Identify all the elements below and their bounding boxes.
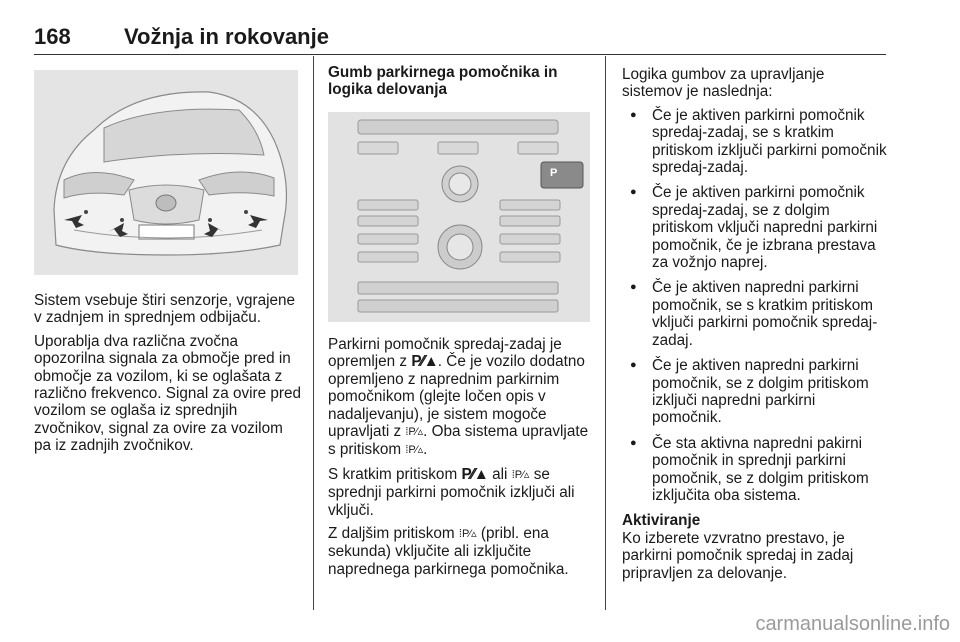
page-number: 168 <box>34 24 71 49</box>
advanced-parking-icon: ⁞P⁄▵ <box>405 426 424 439</box>
column-3-text <box>622 66 888 588</box>
paragraph: Logika gumbov za upravljanje sistemov je naslednja: <box>622 66 825 101</box>
column-divider <box>313 56 314 610</box>
car-sensors-figure <box>34 70 298 275</box>
paragraph: Sistem vsebuje štiri senzorje, vgrajene v zadnjem in sprednjem odbijaču. <box>34 292 296 327</box>
section-heading: Gumb parkirnega pomočnika in logika delovanja <box>328 64 558 99</box>
page-title: Vožnja in rokovanje <box>124 24 329 49</box>
car-front-illustration <box>34 70 298 275</box>
parking-assist-button-label: P <box>550 167 558 179</box>
watermark: carmanualsonline.info <box>755 613 950 635</box>
section-heading: Aktiviranje <box>622 512 701 530</box>
console-buttons-illustration <box>328 112 590 322</box>
paragraph: Uporablja dva različna zvočna opozorilna signala za območje pred in območje za vozilom, ki se oglašata z različno frekvenco. Signal za ovire pred vozilom se oglaša iz sprednjih zvočnikov, signal za ovire za vozilom pa iz zadnjih zvočnikov. <box>34 332 301 455</box>
list-item: ● Če je aktiven napredni parkirni pomočnik, se z dolgim pritiskom izključi napredni parkirni pomočnik. <box>622 357 888 427</box>
parking-assist-icon: P⁄⁄▲ <box>461 465 488 483</box>
center-console-figure <box>328 112 590 322</box>
list-item: ● Če je aktiven parkirni pomočnik spredaj-zadaj, se s kratkim pritiskom izključi parkirni pomočnik spredaj-zadaj. <box>622 107 888 177</box>
list-item: ● Če je aktiven napredni parkirni pomočnik, se s kratkim pritiskom vključi parkirni pomočnik spredaj-zadaj. <box>622 279 888 349</box>
paragraph: Parkirni pomočnik spredaj-zadaj je opremljen z P⁄⁄▲. Če je vozilo dodatno opremljeno z naprednim parkirnim pomočnikom (glejte ločen opis v nadaljevanju), je sistem mogoče upravljati z ⁞P⁄▵. Oba sistema upravljate s pritiskom ⁞P⁄▵. <box>328 336 589 459</box>
column-1-text <box>34 292 302 461</box>
list-item: ● Če je aktiven parkirni pomočnik spredaj-zadaj, se z dolgim pritiskom vključi napredni parkirni pomočnik, če je izbrana prestava za vožnjo naprej. <box>622 184 888 271</box>
advanced-parking-icon: ⁞P⁄▵ <box>405 444 424 457</box>
advanced-parking-icon: ⁞P⁄▵ <box>458 528 477 541</box>
column-divider <box>605 56 606 610</box>
column-2-text <box>328 336 594 584</box>
paragraph: Ko izberete vzvratno prestavo, je parkirni pomočnik spredaj in zadaj pripravljen za delovanje. <box>622 529 854 582</box>
bullet-list <box>622 107 888 505</box>
paragraph: Z daljšim pritiskom ⁞P⁄▵ (pribl. ena sekunda) vključite ali izključite naprednega parkirnega pomočnika. <box>328 525 569 578</box>
section-heading-block <box>328 64 594 99</box>
parking-assist-icon: P⁄⁄▲ <box>411 353 438 371</box>
page-header <box>34 24 886 55</box>
list-item: ● Če sta aktivna napredni pakirni pomočnik in sprednji parkirni pomočnik, se z dolgim pritiskom izključita oba sistema. <box>622 435 888 505</box>
advanced-parking-icon: ⁞P⁄▵ <box>511 468 530 481</box>
paragraph: S kratkim pritiskom P⁄⁄▲ ali ⁞P⁄▵ se sprednji parkirni pomočnik izključi ali vključi. <box>328 465 575 519</box>
